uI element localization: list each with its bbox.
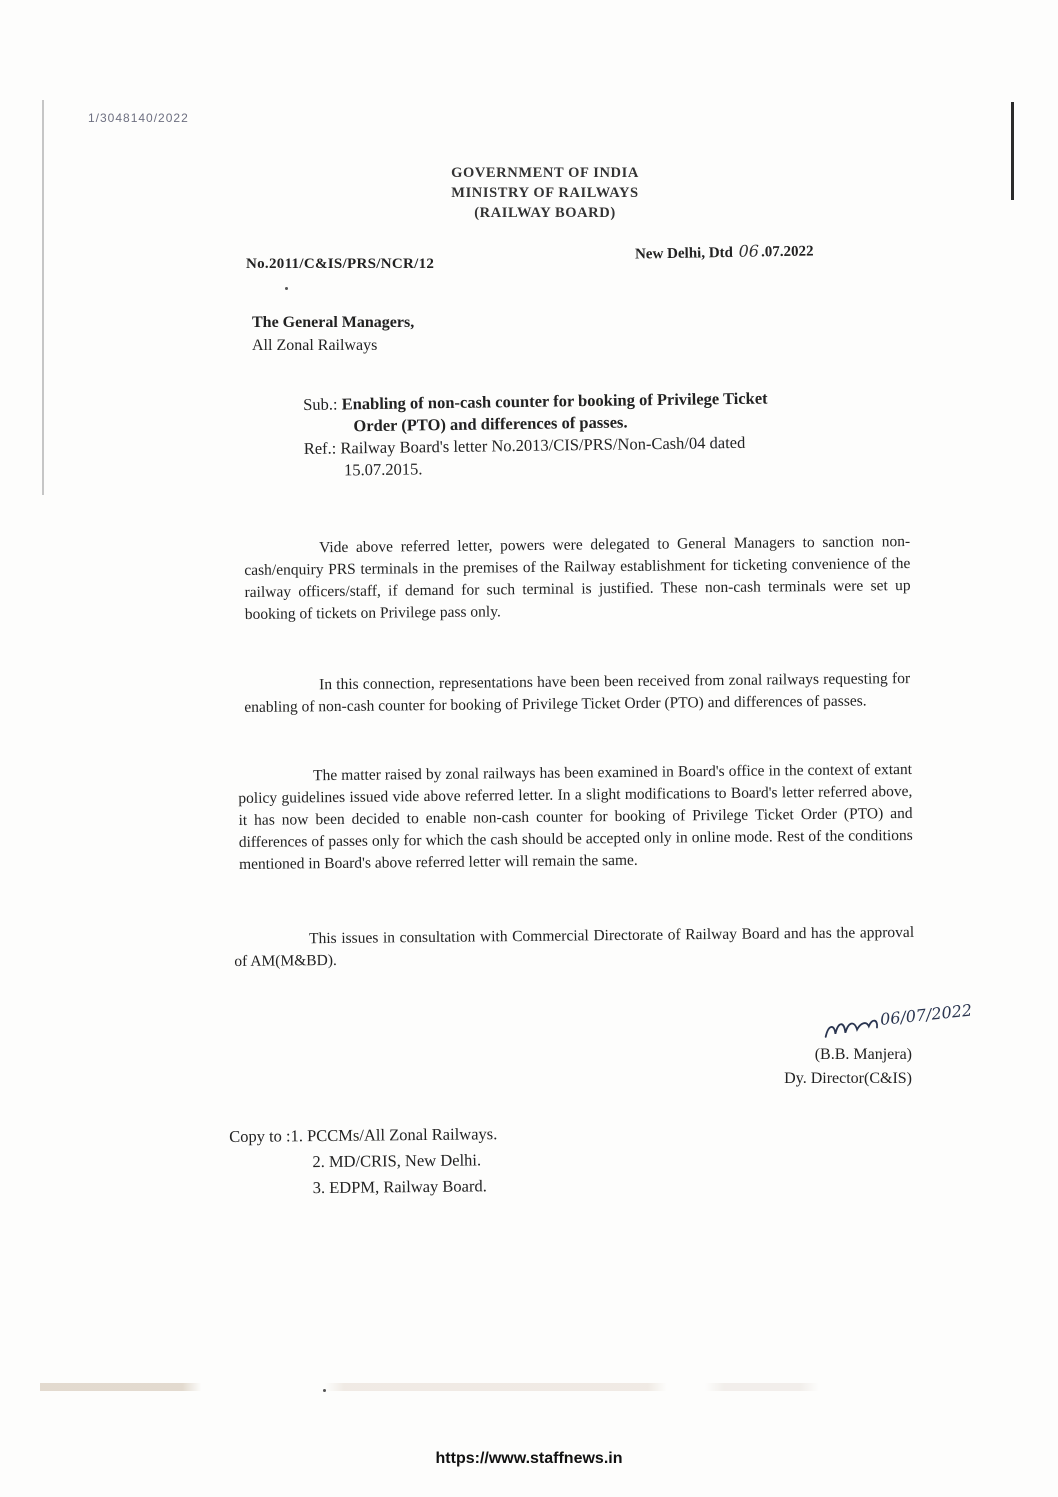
reference-line-1: Railway Board's letter No.2013/CIS/PRS/Non-Cash/04 dated xyxy=(340,432,746,458)
subject-line-2: Order (PTO) and differences of passes. xyxy=(353,412,628,436)
letterhead-government: GOVERNMENT OF INDIA xyxy=(451,165,639,181)
subject-block xyxy=(303,386,884,482)
copy-to-label: Copy to : xyxy=(229,1126,291,1146)
copy-to-item: 1. PCCMs/All Zonal Railways. xyxy=(290,1124,498,1146)
addressee-org: All Zonal Railways xyxy=(252,337,378,354)
date-prefix: New Delhi, Dtd xyxy=(634,244,734,263)
scan-smudge-band xyxy=(40,1383,990,1391)
paragraph-3: The matter raised by zonal railways has been examined in Board's office in the context of extant policy guidelines issued vide above referred letter. In a slight modifications to Board's letter referred above, it has now been decided to enable non-cash counter for booking of Privilege Ticket Order (PTO) and differences of passes only for which the cash should be accepted only in online mode. Rest of the conditions mentioned in Board's above referred letter will remain the same. xyxy=(238,760,913,873)
copy-to-item: 2. MD/CRIS, New Delhi. xyxy=(312,1150,482,1172)
letter-date xyxy=(635,240,814,263)
scan-edge-line-left xyxy=(42,100,44,495)
handwritten-signature xyxy=(818,987,982,1047)
reference-line-2: 15.07.2015. xyxy=(343,459,423,480)
date-day-handwritten: 06 xyxy=(738,241,760,261)
paragraph-2: In this connection, representations have been been received from zonal railways requesting for enabling of non-cash counter for booking of Privilege Ticket Order (PTO) and differences of passes. xyxy=(244,670,911,716)
subject-line-1: Enabling of non-cash counter for booking of Privilege Ticket xyxy=(341,388,768,414)
letter-number: No.2011/C&IS/PRS/NCR/12 xyxy=(246,256,435,272)
letterhead-ministry: MINISTRY OF RAILWAYS xyxy=(451,185,639,201)
reference-label: Ref.: xyxy=(303,438,337,458)
scan-edge-line-right xyxy=(1011,102,1014,200)
letterhead xyxy=(380,163,710,223)
paragraph-4: This issues in consultation with Commercial Directorate of Railway Board and has the approval of AM(M&BD). xyxy=(234,923,915,970)
date-suffix: .07.2022 xyxy=(760,243,814,261)
subject-label: Sub.: xyxy=(303,394,338,414)
footer-url[interactable]: https://www.staffnews.in xyxy=(435,1450,623,1467)
signatory xyxy=(760,1043,912,1091)
copy-to-item: 3. EDPM, Railway Board. xyxy=(312,1176,487,1198)
addressee xyxy=(252,311,414,357)
letterhead-board: (RAILWAY BOARD) xyxy=(474,205,616,221)
paragraph-1: Vide above referred letter, powers were delegated to General Managers to sanction non-cash/enquiry PRS terminals in the premises of the Railway establishment for ticketing convenience of the railway officers/staff, if demand for such terminal is justified. These non-cash terminals were set up booking of tickets on Privilege pass only. xyxy=(244,533,911,623)
signatory-designation: Dy. Director(C&IS) xyxy=(784,1070,912,1087)
signatory-name: (B.B. Manjera) xyxy=(814,1046,912,1063)
copy-to-block xyxy=(229,1121,498,1202)
signature-scribble xyxy=(818,987,982,1047)
signature-date: 06/07/2022 xyxy=(879,1000,973,1030)
addressee-title: The General Managers, xyxy=(252,314,415,331)
scan-speck xyxy=(285,287,288,290)
file-number: 1/3048140/2022 xyxy=(88,111,189,125)
